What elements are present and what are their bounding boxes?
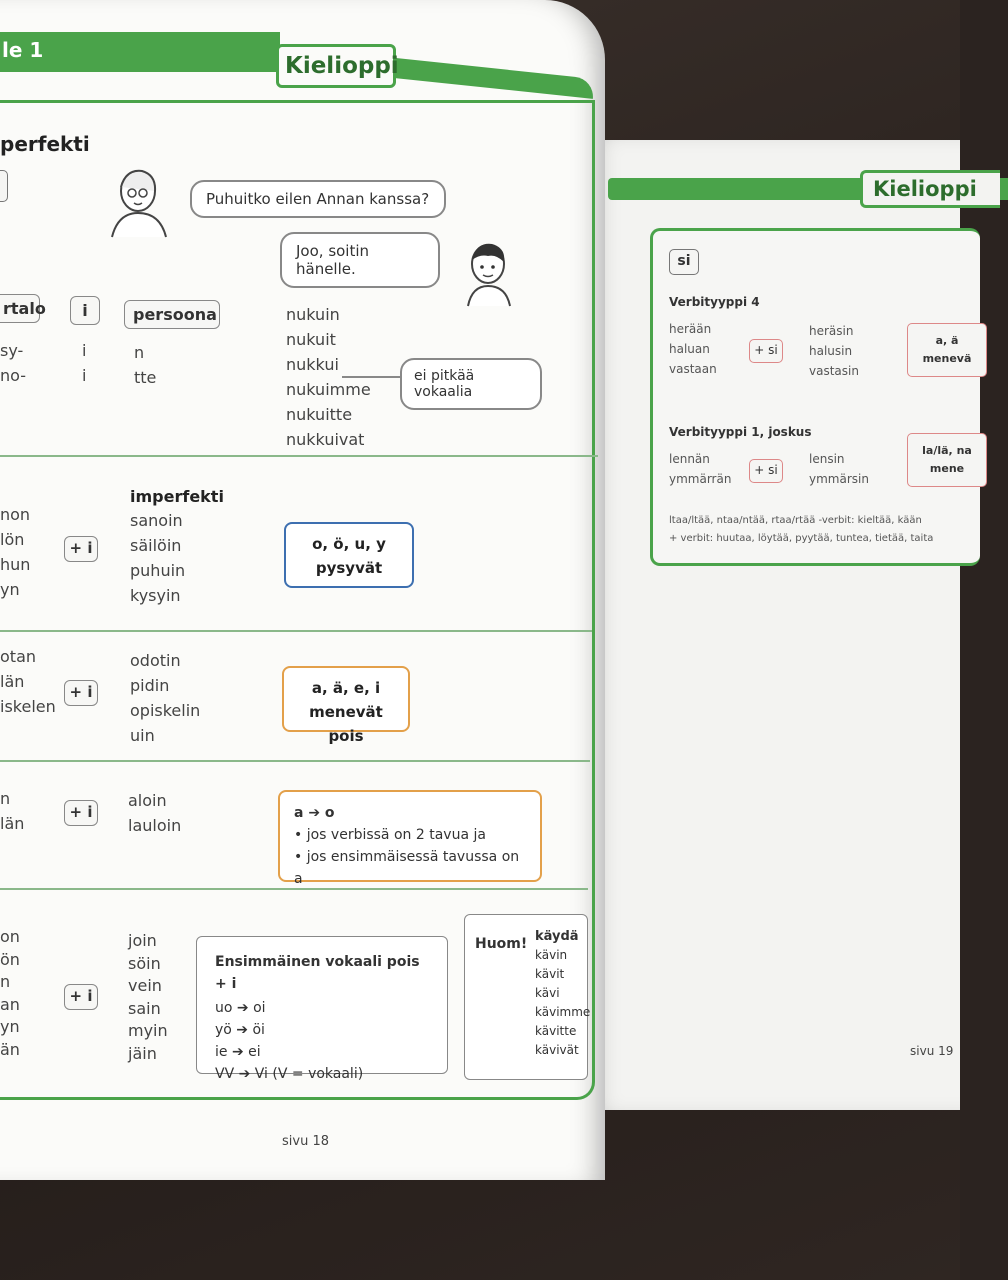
s4-left-0: on: [0, 927, 20, 946]
s4-form-1: söin: [128, 953, 161, 973]
person-row-0: n: [134, 343, 145, 362]
i-row-0: i: [82, 341, 87, 360]
s4-form-5: jäin: [128, 1043, 157, 1063]
s4-left-2: n: [0, 972, 11, 991]
left-footer: sivu 18: [282, 1134, 329, 1149]
s4-rule-title: Ensimmäinen vokaali pois + i: [215, 954, 420, 992]
s2-plus: + i: [64, 680, 98, 706]
s2-left-1: län: [0, 672, 25, 691]
stem-row-1: no-: [0, 366, 26, 385]
vt4-rule: [907, 323, 987, 377]
huom-form-5: kävivät: [535, 1043, 579, 1057]
huom-verb: käydä: [535, 929, 579, 944]
s2-rule-box: [282, 666, 410, 745]
huom-form-2: kävi: [535, 986, 560, 1000]
s1-form-1: säilöin: [130, 536, 182, 555]
person-list: [134, 340, 156, 390]
i-list: [82, 338, 86, 388]
s2-left-0: otan: [0, 647, 37, 666]
left-section-title: Kielioppi: [276, 44, 396, 88]
col-label-person: persoona: [124, 300, 220, 329]
vt1-right-list: [809, 449, 869, 489]
heading-box-stub: [0, 170, 8, 202]
i-row-1: i: [82, 366, 87, 385]
s3-rule-item-0: • jos verbissä on 2 tavua ja: [294, 827, 486, 843]
speech-bubble-question: Puhuitko eilen Annan kanssa?: [190, 180, 446, 218]
nukkua-form-2: nukkui: [286, 355, 339, 374]
huom-form-0: kävin: [535, 948, 568, 962]
s1-left-2: hun: [0, 555, 31, 574]
vt4-right-0: heräsin: [809, 324, 854, 338]
s3-form-1: lauloin: [128, 816, 182, 835]
vt1-right-0: lensin: [809, 452, 845, 466]
right-page: [590, 140, 977, 1110]
s4-rule-line-2: ie ➔ ei: [215, 1044, 261, 1060]
connector-line: [342, 376, 402, 378]
s4-rule-line-3: VV ➔ Vi (V = vokaali): [215, 1066, 364, 1082]
vt4-left-list: [669, 319, 717, 379]
vt1-rule: [907, 433, 987, 487]
man-illustration-icon: [460, 240, 518, 306]
huom-form-4: kävitte: [535, 1024, 577, 1038]
right-section-title: Kielioppi: [860, 170, 1000, 208]
divider-2: [0, 630, 592, 632]
s2-left-2: iskelen: [0, 697, 56, 716]
vt1-left-0: lennän: [669, 452, 710, 466]
chapter-tab: le 1: [0, 32, 280, 72]
s4-rule-line-1: yö ➔ öi: [215, 1022, 265, 1038]
vt4-right-1: halusin: [809, 344, 853, 358]
vt1-rule-1: mene: [929, 462, 965, 475]
s3-rule-item-1-text: jos ensimmäisessä tavussa on a: [294, 849, 520, 887]
s4-plus: + i: [64, 984, 98, 1010]
s4-form-0: join: [128, 931, 157, 950]
s4-rule-box: [196, 936, 448, 1082]
si-label: si: [669, 249, 699, 275]
vt1-rule-0: la/lä, na: [922, 444, 972, 457]
s1-rule-line-2: pysyvät: [315, 559, 383, 577]
vt4-left-0: herään: [669, 322, 712, 336]
vt4-right-list: [809, 321, 859, 381]
nukkua-form-3: nukuimme: [286, 380, 371, 399]
long-vowel-note: ei pitkää vokaalia: [400, 358, 542, 410]
s4-form-2: vein: [128, 976, 162, 995]
huom-form-1: kävit: [535, 967, 565, 981]
s4-form-4: myin: [128, 1021, 168, 1040]
right-footer: sivu 19: [910, 1044, 954, 1058]
stem-row-0: sy-: [0, 341, 24, 360]
s2-rule-line-1: a, ä, e, i: [311, 679, 381, 697]
s2-form-3: uin: [130, 726, 155, 745]
imperfekti-header: imperfekti: [130, 487, 224, 506]
s2-form-0: odotin: [130, 651, 181, 670]
s2-form-1: pidin: [130, 676, 170, 695]
s2-left-list: [0, 644, 56, 719]
s1-left-1: lön: [0, 530, 25, 549]
s4-form-3: sain: [128, 998, 161, 1018]
vt4-rule-0: a, ä: [935, 334, 959, 347]
speech-bubble-answer: Joo, soitin hänelle.: [280, 232, 440, 288]
divider-1: [0, 455, 598, 457]
page-heading: perfekti: [0, 132, 90, 156]
huom-form-3: kävimme: [535, 1005, 591, 1019]
left-green-band: [394, 58, 595, 99]
s3-rule-title: a ➔ o: [294, 805, 335, 821]
s2-forms: [130, 648, 200, 748]
vt4-left-2: vastaan: [669, 362, 717, 376]
col-label-i: i: [70, 296, 100, 325]
nukkua-form-0: nukuin: [286, 305, 340, 324]
note-line-1: ltaa/ltää, ntaa/ntää, rtaa/rtää -verbit: kieltää, kään: [669, 515, 922, 526]
s3-rule-item-0-text: jos verbissä on 2 tavua ja: [306, 827, 486, 843]
s3-forms: [128, 788, 181, 838]
nukkua-form-5: nukkuivat: [286, 430, 365, 449]
s1-form-0: sanoin: [130, 511, 183, 530]
s4-forms: [128, 930, 168, 1065]
huom-forms: [535, 927, 590, 1060]
s4-left-1: ön: [0, 949, 20, 969]
s1-forms: [130, 508, 185, 608]
nukkua-form-1: nukuit: [286, 330, 336, 349]
s3-left-1: län: [0, 814, 25, 833]
huom-label: Huom!: [475, 936, 528, 952]
s1-rule-line-1: o, ö, u, y: [312, 535, 386, 553]
vt1-title: Verbityyppi 1, joskus: [669, 425, 812, 439]
vt4-right-2: vastasin: [809, 364, 859, 378]
s1-left-list: [0, 502, 30, 602]
s3-rule-item-1: • jos ensimmäisessä tavussa on a: [294, 849, 520, 887]
s4-left-3: an: [0, 994, 20, 1014]
s1-form-2: puhuin: [130, 561, 186, 580]
s3-plus: + i: [64, 800, 98, 826]
s2-form-2: opiskelin: [130, 701, 201, 720]
nukkua-form-4: nukuitte: [286, 405, 353, 424]
s3-form-0: aloin: [128, 791, 167, 810]
vt4-left-1: haluan: [669, 342, 710, 356]
s3-rule-box: [278, 790, 542, 887]
vt4-rule-1: menevä: [922, 352, 972, 365]
s4-left-4: yn: [0, 1017, 20, 1036]
s3-left-0: n: [0, 789, 11, 808]
person-row-1: tte: [134, 368, 157, 387]
s3-left-list: [0, 786, 24, 836]
vt1-left-list: [669, 449, 731, 489]
s1-plus: + i: [64, 536, 98, 562]
vt4-title: Verbityyppi 4: [669, 295, 760, 309]
divider-4: [0, 888, 588, 890]
col-label-stem: rtalo: [0, 294, 40, 323]
s4-left-list: [0, 926, 20, 1061]
divider-3: [0, 760, 590, 762]
s1-left-3: yn: [0, 580, 20, 599]
stem-list: [0, 338, 26, 388]
vt1-plus: + si: [749, 459, 783, 483]
vt1-right-1: ymmärsin: [809, 472, 869, 486]
huom-box: [464, 914, 591, 1080]
s4-left-5: än: [0, 1039, 20, 1059]
vt4-plus: + si: [749, 339, 783, 363]
vt1-left-1: ymmärrän: [669, 472, 732, 486]
woman-illustration-icon: [108, 165, 168, 237]
s4-rule-line-0: uo ➔ oi: [215, 1000, 266, 1016]
note-line-2: + verbit: huutaa, löytää, pyytää, tuntea, tietää, taita: [669, 533, 934, 544]
s1-form-3: kysyin: [130, 586, 181, 605]
s2-rule-line-2: menevät pois: [309, 703, 383, 745]
right-grammar-box: [650, 228, 980, 566]
s1-rule-box: [284, 522, 414, 588]
s1-left-0: non: [0, 505, 31, 524]
